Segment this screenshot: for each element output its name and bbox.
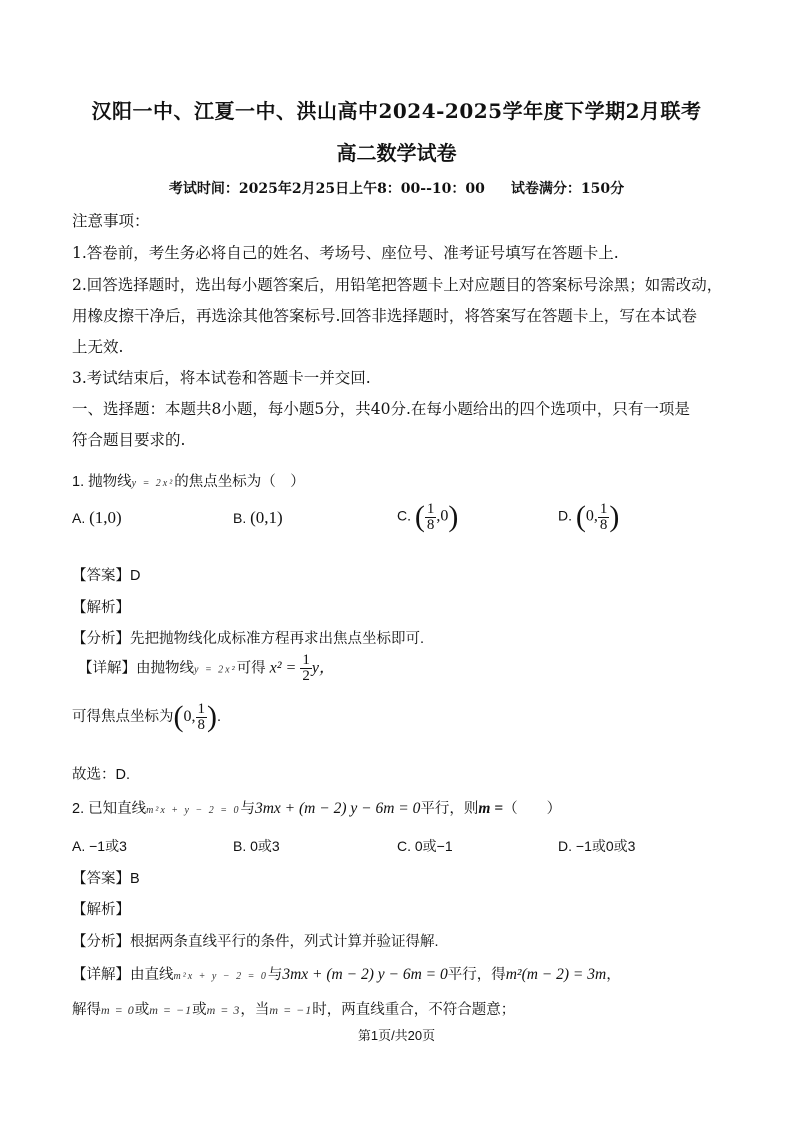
- q1-answer: 【答案】D: [72, 568, 141, 584]
- notice-heading: 注意事项：: [72, 212, 150, 230]
- q1-option-b: B. (0,1): [233, 508, 283, 527]
- q2-analysis-label: 【解析】: [72, 902, 130, 918]
- section-heading-line1: 一、选择题：本题共8小题，每小题5分，共40分.在每小题给出的四个选项中，只有一项是: [72, 400, 690, 418]
- notice-item-3: 3.考试结束后，将本试卷和答题卡一并交回.: [72, 369, 371, 387]
- exam-subtitle: 高二数学试卷: [336, 141, 457, 165]
- q1-equation: y = 2x²: [131, 478, 175, 489]
- q2-option-c: C. 0或−1: [397, 838, 453, 854]
- q2-option-a: A. −1或3: [72, 838, 127, 854]
- question-1: 1. 抛物线y = 2x²的焦点坐标为（ ）: [72, 474, 305, 490]
- q1-analysis-label: 【解析】: [72, 600, 130, 616]
- q1-choose: 故选：D.: [72, 767, 130, 783]
- full-score: 试卷满分：150分: [510, 181, 625, 197]
- q2-detail: 【详解】由直线m²x + y − 2 = 0与3mx + (m − 2) y − 6m = 0平行，得m²(m − 2) = 3m，: [72, 966, 621, 983]
- q1-focus: 可得焦点坐标为(0, $\frac{1}{8}$ ).: [72, 700, 222, 733]
- q2-option-d: D. −1或0或3: [558, 838, 636, 854]
- q1-option-d: D. (0, $\frac{1}{8}$ ): [558, 500, 620, 533]
- q1-fenxi: 【分析】先把抛物线化成标准方程再求出焦点坐标即可.: [72, 631, 425, 647]
- q1-option-a: A. (1,0): [72, 508, 122, 527]
- exam-time: 考试时间：2025年2月25日上午8：00--10：00: [168, 181, 485, 197]
- question-2: 2. 已知直线m²x + y − 2 = 0与3mx + (m − 2) y − 6m = 0平行，则m =（ ）: [72, 800, 562, 817]
- notice-item-2-line1: 2.回答选择题时，选出每小题答案后，用铅笔把答题卡上对应题目的答案标号涂黑；如需改动，: [72, 276, 723, 294]
- notice-item-2-line3: 上无效.: [72, 338, 124, 356]
- section-heading-line2: 符合题目要求的.: [72, 431, 186, 449]
- notice-item-1: 1.答卷前，考生务必将自己的姓名、考场号、座位号、准考证号填写在答题卡上.: [72, 244, 619, 262]
- page-footer: 第1页/共20页: [357, 1028, 436, 1043]
- q2-fenxi: 【分析】根据两条直线平行的条件，列式计算并验证得解.: [72, 934, 439, 950]
- q2-answer: 【答案】B: [72, 871, 140, 887]
- q1-option-c: C. ( $\frac{1}{8}$ ,0): [397, 500, 459, 533]
- exam-info: [0, 178, 793, 198]
- notice-item-2-line2: 用橡皮擦干净后，再选涂其他答案标号.回答非选择题时，将答案写在答题卡上，写在本试卷: [72, 307, 697, 325]
- q1-detail: 【详解】由抛物线y = 2x²可得 x² = $\frac{1}{2}$ y，: [78, 652, 335, 684]
- exam-title: 汉阳一中、江夏一中、洪山高中2024-2025学年度下学期2月联考: [91, 99, 702, 123]
- q2-option-b: B. 0或3: [233, 838, 280, 854]
- q2-solve: 解得m = 0或m = −1或m = 3，当m = −1时，两直线重合，不符合题意；: [72, 1002, 516, 1018]
